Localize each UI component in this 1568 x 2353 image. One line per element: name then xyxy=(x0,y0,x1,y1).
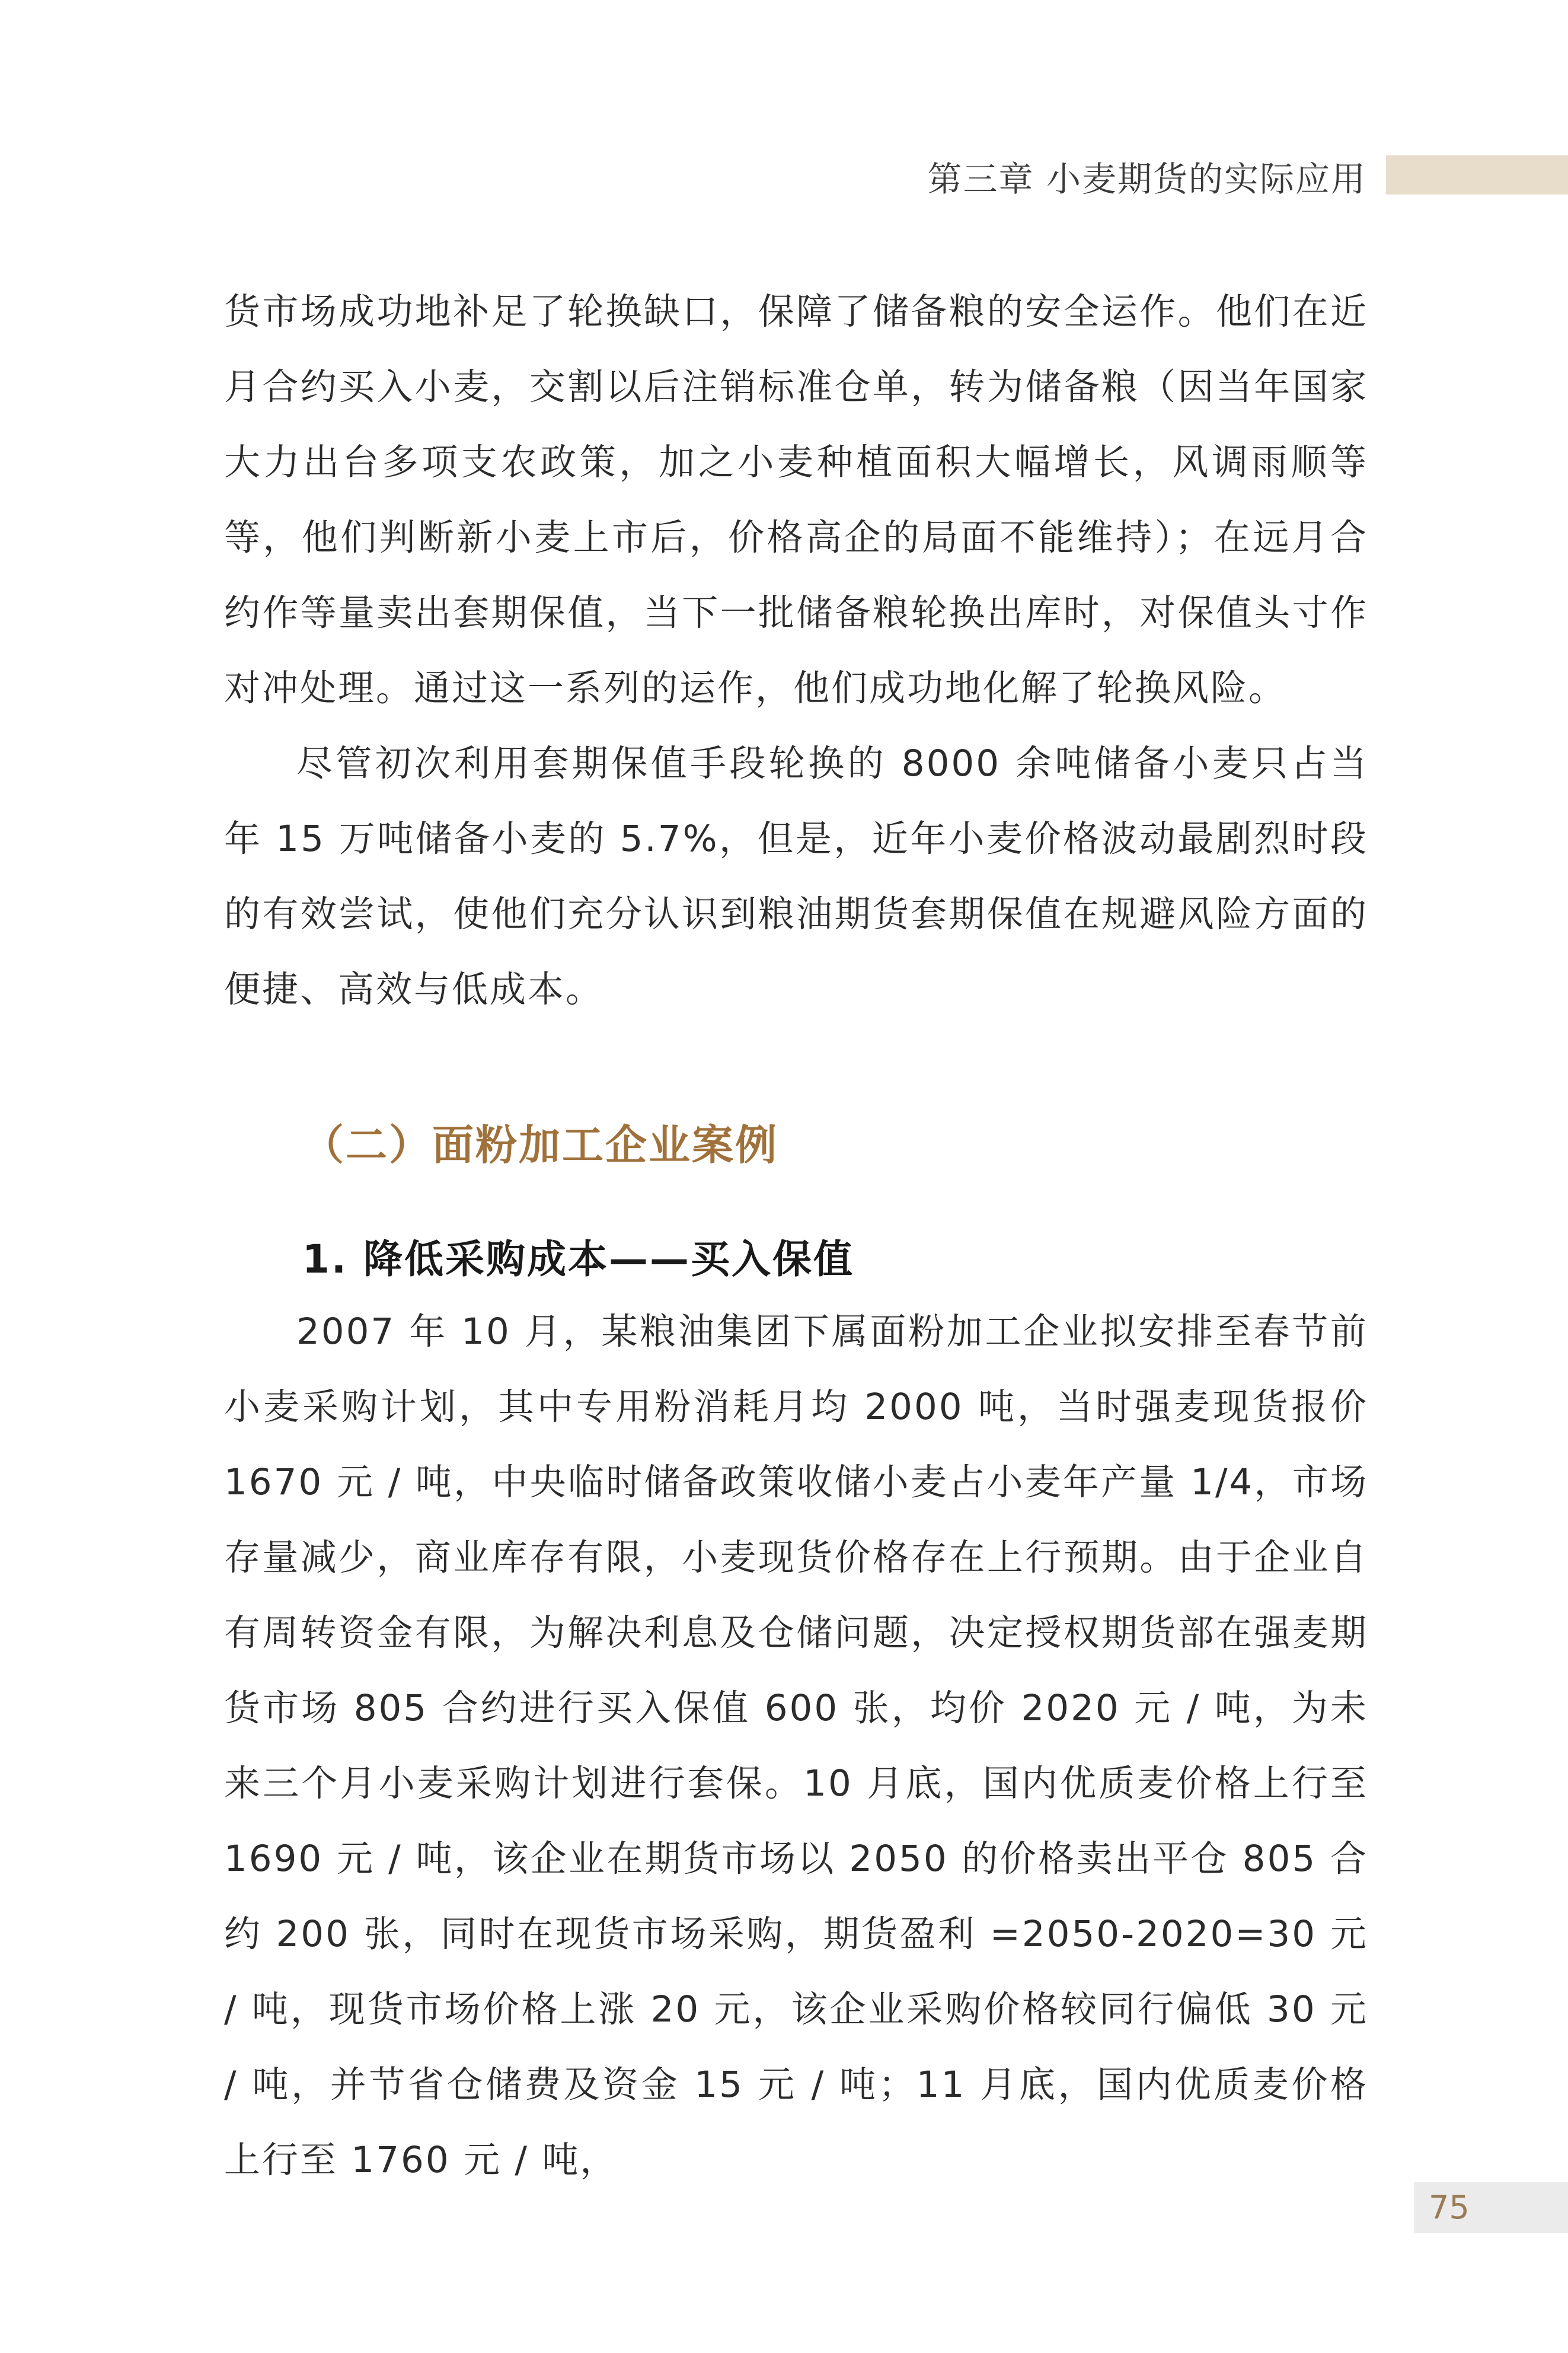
paragraph-3: 2007 年 10 月，某粮油集团下属面粉加工企业拟安排至春节前小麦采购计划，其中专用粉消耗月均 2000 吨，当时强麦现货报价 1670 元 / 吨，中央临时储备政策收储小麦占小麦年产量 1/4，市场存量减少，商业库存有限，小麦现货价格存在上行预期。由于企业自有周转资金有限，为解决利息及仓储问题，决定授权期货部在强麦期货市场 805 合约进行买入保值 600 张，均价 2020 元 / 吨，为未来三个月小麦采购计划进行套保。10 月底，国内优质麦价格上行至 1690 元 / 吨，该企业在期货市场以 2050 的价格卖出平仓 805 合约 200 张，同时在现货市场采购，期货盈利 =2050-2020=30 元 / 吨，现货市场价格上涨 20 元，该企业采购价格较同行偏低 30 元 / 吨，并节省仓储费及资金 15 元 / 吨；11 月底，国内优质麦价格上行至 1760 元 / 吨， xyxy=(224,1311,1368,2181)
sub-heading: 1. 降低采购成本——买入保值 xyxy=(302,1236,854,1282)
paragraph-1: 货市场成功地补足了轮换缺口，保障了储备粮的安全运作。他们在近月合约买入小麦，交割以后注销标准仓单，转为储备粮（因当年国家大力出台多项支农政策，加之小麦种植面积大幅增长，风调雨顺等等，他们判断新小麦上市后，价格高企的局面不能维持）；在远月合约作等量卖出套期保值，当下一批储备粮轮换出库时，对保值头寸作对冲处理。通过这一系列的运作，他们成功地化解了轮换风险。 xyxy=(224,291,1368,709)
body-text-bottom xyxy=(224,1294,1368,2198)
paragraph-2: 尽管初次利用套期保值手段轮换的 8000 余吨储备小麦只占当年 15 万吨储备小麦的 5.7%，但是，近年小麦价格波动最剧烈时段的有效尝试，使他们充分认识到粮油期货套期保值在规避风险方面的便捷、高效与低成本。 xyxy=(224,742,1368,1010)
running-header-chapter-title: 第三章 小麦期货的实际应用 xyxy=(927,159,1366,199)
page-number: 75 xyxy=(1429,2189,1470,2226)
header-decorative-bar xyxy=(1386,155,1568,195)
body-text-top xyxy=(224,274,1368,1027)
section-heading: （二）面粉加工企业案例 xyxy=(302,1121,778,1169)
